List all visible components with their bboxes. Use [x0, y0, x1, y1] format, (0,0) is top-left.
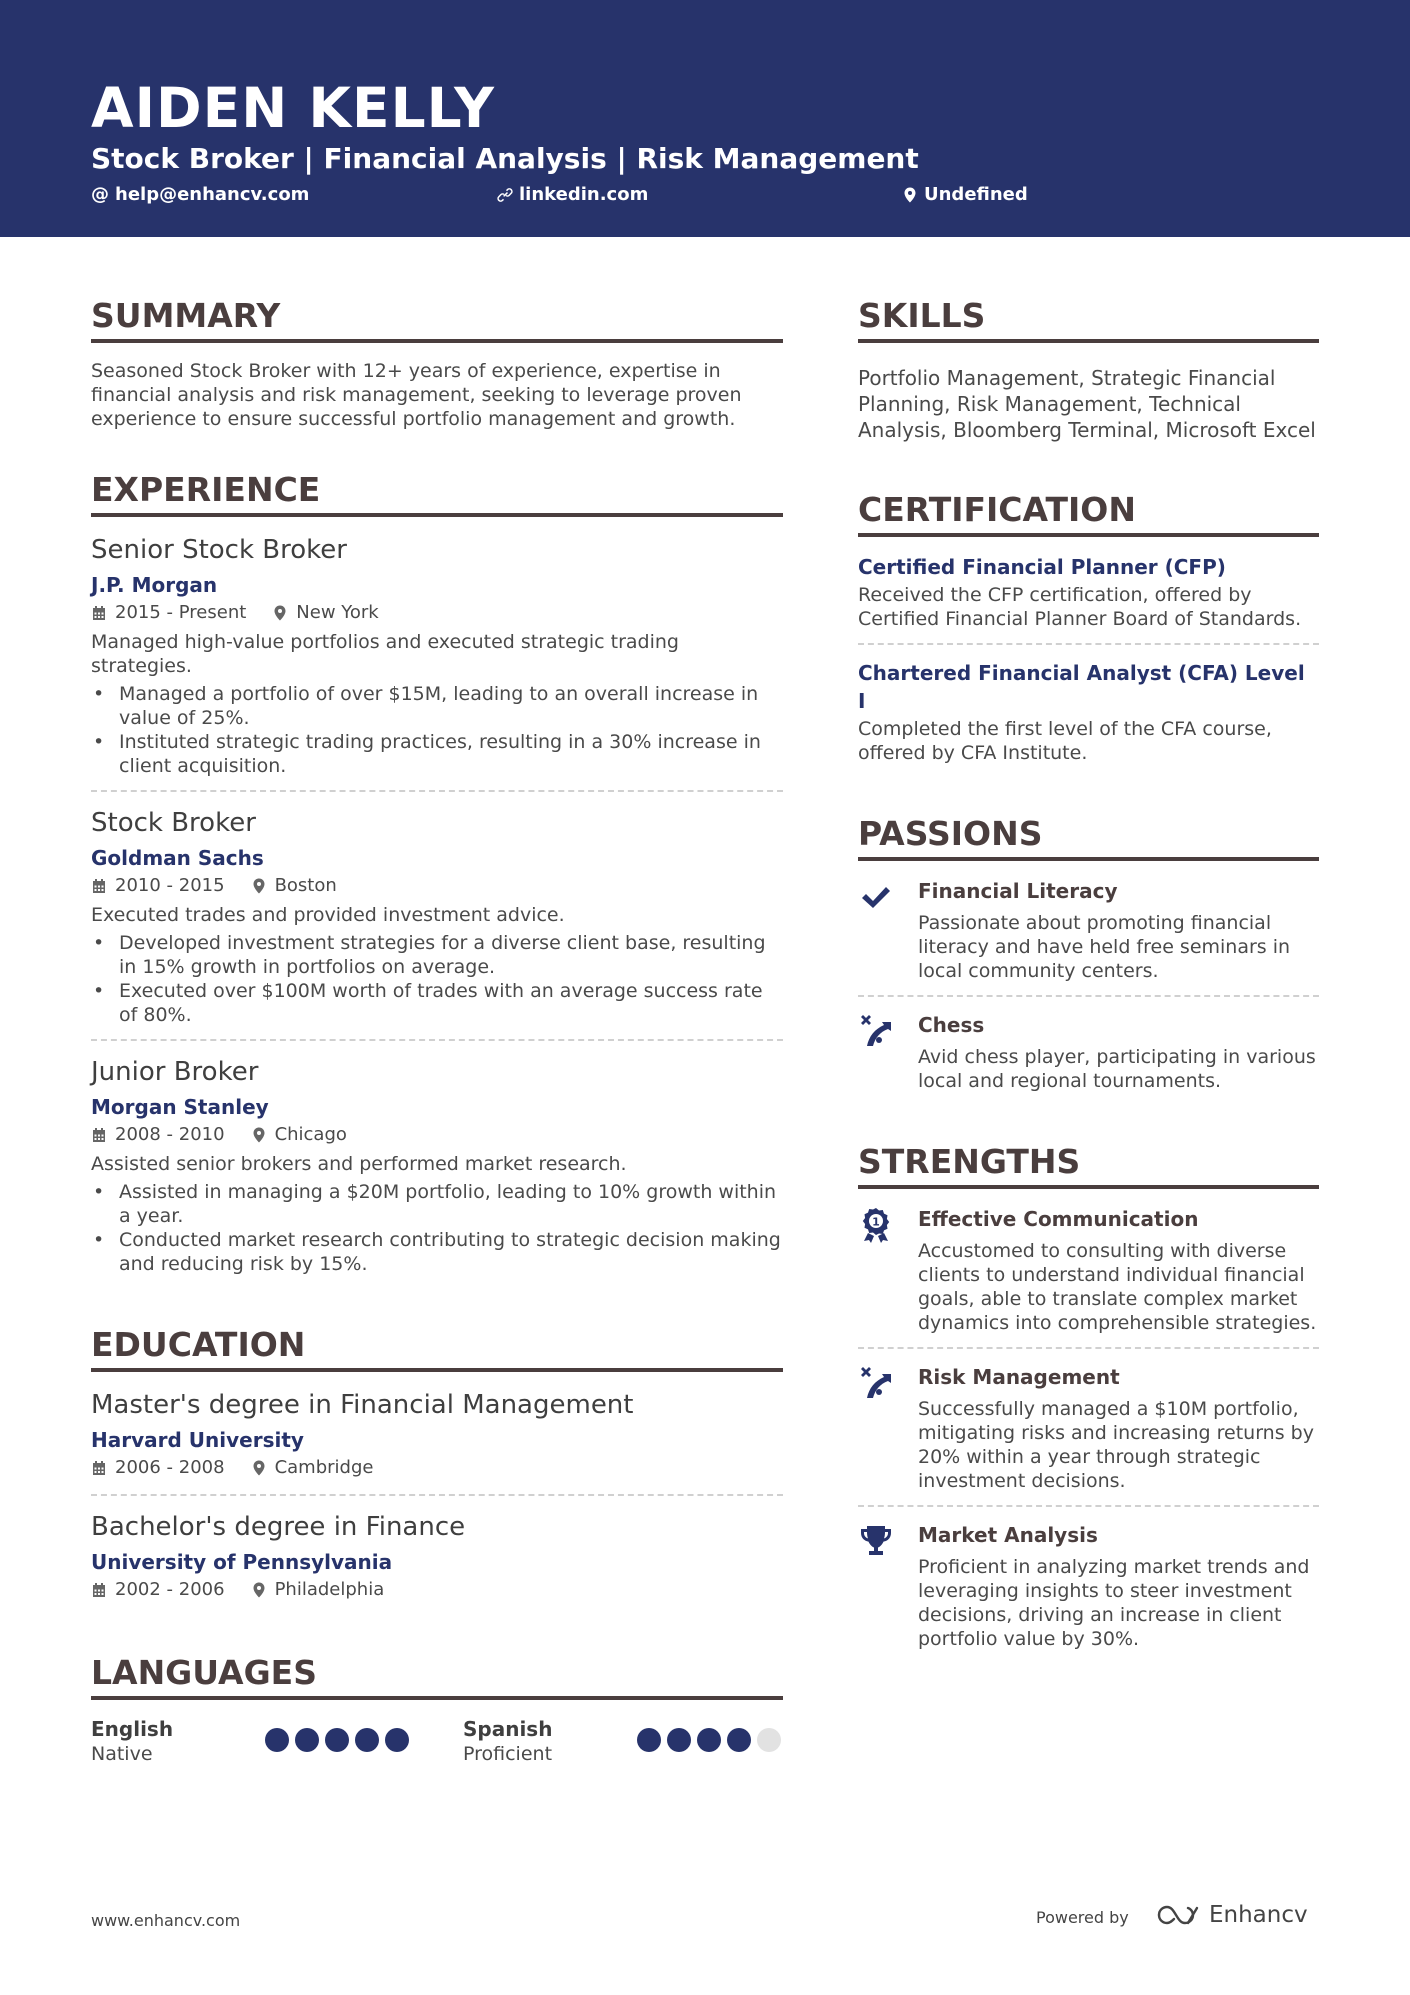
- job-meta: [91, 1121, 783, 1149]
- award-ribbon-icon: [858, 1207, 894, 1243]
- link-icon: [497, 187, 513, 203]
- passion-text: Avid chess player, participating in various local and regional tournaments.: [918, 1046, 1316, 1092]
- experience-entry: [91, 1055, 783, 1288]
- location-pin-icon: [902, 187, 918, 203]
- certification-item: [858, 659, 1319, 777]
- degree-title: Bachelor's degree in Finance: [91, 1512, 466, 1542]
- experience-entry: [91, 533, 783, 792]
- education-entry: [91, 1510, 783, 1616]
- summary-heading: SUMMARY: [91, 295, 783, 343]
- footer-powered-by: Powered by: [1036, 1908, 1129, 1927]
- strength-title: Risk Management: [918, 1365, 1120, 1389]
- job-location: Chicago: [274, 1124, 347, 1145]
- strength-title: Market Analysis: [918, 1523, 1098, 1547]
- rating-dot-filled: [325, 1728, 349, 1752]
- job-description: Managed high-value portfolios and executed strategic trading strategies.: [91, 631, 679, 677]
- experience-entry: [91, 806, 783, 1041]
- left-column: [91, 295, 783, 1766]
- rating-dot-filled: [667, 1728, 691, 1752]
- certification-text: Completed the first level of the CFA course, offered by CFA Institute.: [858, 718, 1272, 764]
- experience-heading: EXPERIENCE: [91, 469, 783, 517]
- strength-item: [858, 1205, 1319, 1349]
- right-column: [858, 295, 1319, 1663]
- job-bullets: [91, 1180, 783, 1276]
- calendar-icon: [91, 1460, 107, 1476]
- calendar-icon: [91, 605, 107, 621]
- contact-email[interactable]: [91, 182, 309, 208]
- skills-heading: SKILLS: [858, 295, 1319, 343]
- checkmark-icon: [858, 879, 894, 915]
- location-pin-icon: [272, 605, 288, 621]
- rating-dot-filled: [265, 1728, 289, 1752]
- calendar-icon: [91, 1582, 107, 1598]
- at-sign-icon: @: [91, 184, 109, 205]
- languages-list: [91, 1716, 783, 1766]
- job-bullets: [91, 682, 783, 778]
- job-bullets: [91, 931, 783, 1027]
- strength-item: [858, 1363, 1319, 1507]
- strength-text: Proficient in analyzing market trends and leveraging insights to steer investment decisions, driving an increase in client portfolio value by 30%.: [918, 1556, 1310, 1650]
- passions-heading: PASSIONS: [858, 813, 1319, 861]
- passion-title: Financial Literacy: [918, 879, 1118, 903]
- education-heading: EDUCATION: [91, 1324, 783, 1372]
- company-name: Goldman Sachs: [91, 846, 264, 870]
- language-rating: [265, 1728, 409, 1752]
- job-dates: 2015 - Present: [115, 602, 247, 623]
- rating-dot-filled: [295, 1728, 319, 1752]
- contact-linkedin[interactable]: [497, 182, 648, 208]
- rating-dot-empty: [757, 1728, 781, 1752]
- experience-section: [91, 469, 783, 1288]
- bullet-item: • Managed a portfolio of over $15M, leading to an overall increase in value of 25%.: [91, 682, 783, 730]
- job-meta: [91, 599, 783, 627]
- job-description: Executed trades and provided investment advice.: [91, 904, 565, 926]
- education-meta: [91, 1576, 783, 1604]
- job-title: Junior Broker: [91, 1057, 259, 1087]
- job-location: Boston: [274, 875, 337, 896]
- certification-title: Chartered Financial Analyst (CFA) Level I: [858, 661, 1305, 713]
- rating-dot-filled: [637, 1728, 661, 1752]
- education-meta: [91, 1454, 783, 1482]
- linkedin-text: linkedin.com: [519, 184, 649, 205]
- education-location: Philadelphia: [274, 1579, 385, 1600]
- skills-text: Portfolio Management, Strategic Financial Planning, Risk Management, Technical Analysis, Bloomberg Terminal, Microsoft Excel: [858, 366, 1316, 442]
- footer-website-link[interactable]: www.enhancv.com: [91, 1911, 241, 1930]
- certification-text: Received the CFP certification, offered by Certified Financial Planner Board of Standards.: [858, 584, 1302, 630]
- job-title: Senior Stock Broker: [91, 535, 347, 565]
- language-rating: [637, 1728, 781, 1752]
- education-section: [91, 1324, 783, 1616]
- certification-heading: CERTIFICATION: [858, 489, 1319, 537]
- education-dates: 2006 - 2008: [115, 1457, 225, 1478]
- passion-title: Chess: [918, 1013, 985, 1037]
- company-name: Morgan Stanley: [91, 1095, 269, 1119]
- job-title: Stock Broker: [91, 808, 256, 838]
- location-text: Undefined: [924, 184, 1028, 205]
- bullet-item: • Conducted market research contributing to strategic decision making and reducing risk by 15%.: [91, 1228, 783, 1276]
- education-entry: [91, 1388, 783, 1496]
- strength-text: Accustomed to consulting with diverse clients to understand individual financial goals, able to translate complex market dynamics into comprehensible strategies.: [918, 1240, 1317, 1334]
- calendar-icon: [91, 878, 107, 894]
- passions-section: [858, 813, 1319, 1105]
- svg-text:1: 1: [872, 1215, 880, 1229]
- job-dates: 2010 - 2015: [115, 875, 225, 896]
- school-name: University of Pennsylvania: [91, 1550, 393, 1574]
- candidate-name: AIDEN KELLY: [91, 76, 495, 140]
- job-location: New York: [296, 602, 379, 623]
- location-pin-icon: [251, 1582, 267, 1598]
- calendar-icon: [91, 1127, 107, 1143]
- summary-section: [91, 295, 783, 431]
- bullet-item: • Instituted strategic trading practices, resulting in a 30% increase in client acquisition.: [91, 730, 783, 778]
- candidate-headline: Stock Broker | Financial Analysis | Risk Management: [91, 142, 919, 175]
- languages-section: [91, 1652, 783, 1766]
- language-item: [91, 1716, 463, 1766]
- certification-item: [858, 553, 1319, 645]
- strength-item: [858, 1521, 1319, 1663]
- language-level: Native: [91, 1743, 153, 1765]
- strength-text: Successfully managed a $10M portfolio, mitigating risks and increasing returns by 20% within a year through strategic investment decisions.: [918, 1398, 1314, 1492]
- certification-title: Certified Financial Planner (CFP): [858, 555, 1226, 579]
- skills-section: [858, 295, 1319, 443]
- contact-location: [902, 182, 1028, 208]
- rating-dot-filled: [727, 1728, 751, 1752]
- strategy-icon: [858, 1365, 894, 1401]
- passion-text: Passionate about promoting financial literacy and have held free seminars in local community centers.: [918, 912, 1291, 982]
- bullet-item: • Assisted in managing a $20M portfolio, leading to 10% growth within a year.: [91, 1180, 783, 1228]
- enhancv-logo[interactable]: [1155, 1900, 1308, 1930]
- rating-dot-filled: [697, 1728, 721, 1752]
- job-meta: [91, 872, 783, 900]
- bullet-item: • Developed investment strategies for a diverse client base, resulting in 15% growth in portfolios on average.: [91, 931, 783, 979]
- location-pin-icon: [251, 1127, 267, 1143]
- bullet-item: • Executed over $100M worth of trades with an average success rate of 80%.: [91, 979, 783, 1027]
- school-name: Harvard University: [91, 1428, 304, 1452]
- education-location: Cambridge: [274, 1457, 374, 1478]
- rating-dot-filled: [355, 1728, 379, 1752]
- education-dates: 2002 - 2006: [115, 1579, 225, 1600]
- rating-dot-filled: [385, 1728, 409, 1752]
- summary-text: Seasoned Stock Broker with 12+ years of experience, expertise in financial analysis and risk management, seeking to leverage proven experience to ensure successful portfolio management and growth.: [91, 360, 742, 430]
- degree-title: Master's degree in Financial Management: [91, 1390, 634, 1420]
- passion-item: [858, 877, 1319, 997]
- job-description: Assisted senior brokers and performed market research.: [91, 1153, 627, 1175]
- resume-header: [0, 0, 1410, 237]
- strategy-icon: [858, 1013, 894, 1049]
- language-item: [463, 1716, 783, 1766]
- strength-title: Effective Communication: [918, 1207, 1199, 1231]
- language-name: English: [91, 1717, 174, 1741]
- passion-item: [858, 1011, 1319, 1105]
- enhancv-brand-text: Enhancv: [1209, 1902, 1308, 1928]
- location-pin-icon: [251, 1460, 267, 1476]
- company-name: J.P. Morgan: [91, 573, 218, 597]
- language-level: Proficient: [463, 1743, 553, 1765]
- strengths-heading: STRENGTHS: [858, 1141, 1319, 1189]
- trophy-icon: [858, 1523, 894, 1559]
- language-name: Spanish: [463, 1717, 553, 1741]
- email-text: help@enhancv.com: [115, 184, 310, 205]
- job-dates: 2008 - 2010: [115, 1124, 225, 1145]
- certification-section: [858, 489, 1319, 777]
- location-pin-icon: [251, 878, 267, 894]
- enhancv-logo-icon: [1155, 1903, 1201, 1927]
- strengths-section: [858, 1141, 1319, 1663]
- languages-heading: LANGUAGES: [91, 1652, 783, 1700]
